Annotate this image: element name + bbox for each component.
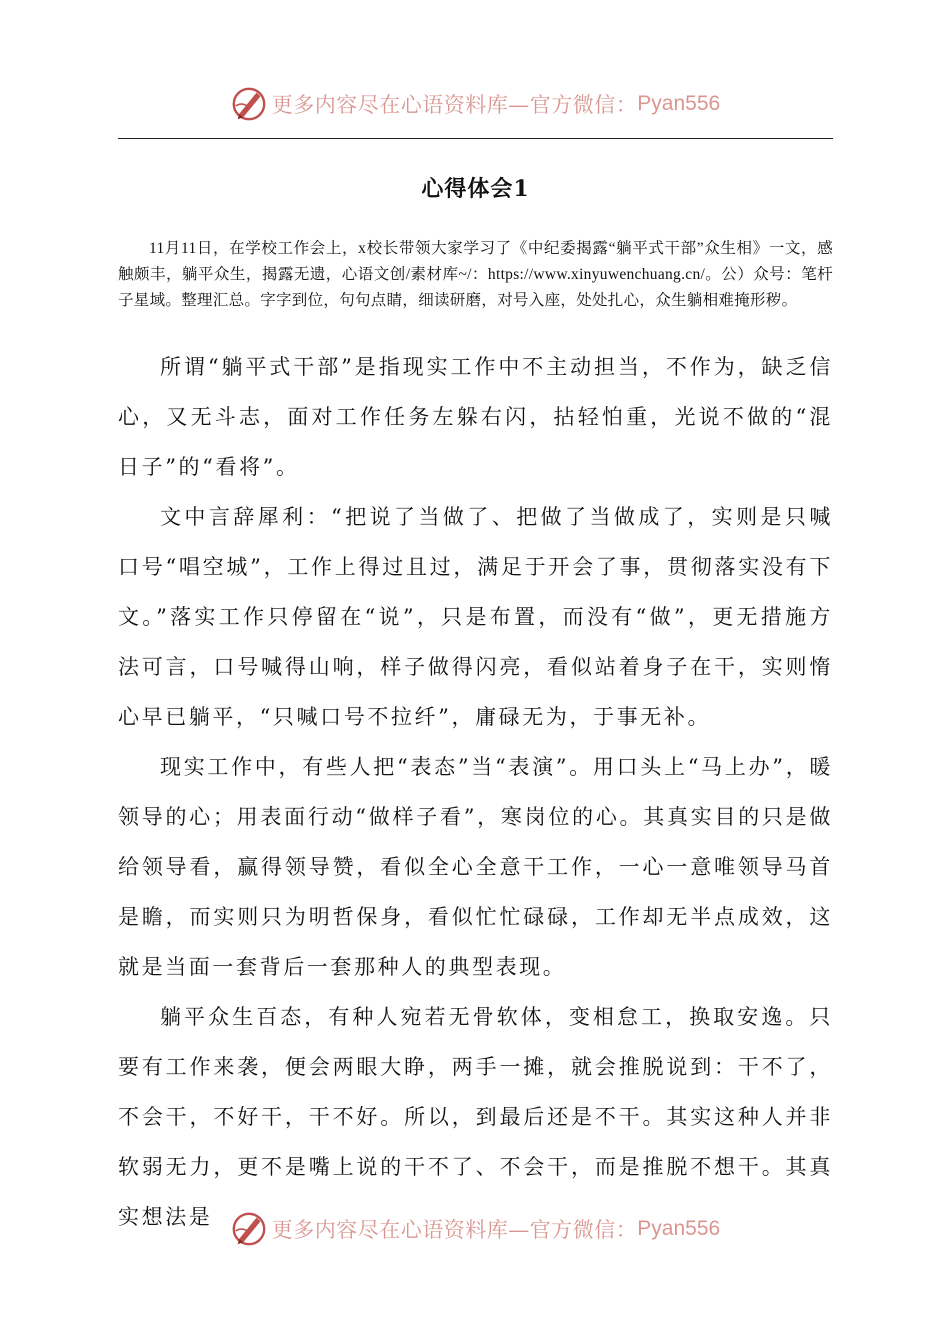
body-paragraph: 现实工作中，有些人把“表态”当“表演”。用口头上“马上办”，暖领导的心；用表面行动“做样子看”，寒岗位的心。其真实目的只是做给领导看，赢得领导赞，看似全心全意干工作，一心一意唯领导马首是瞻，而实则只为明哲保身，看似忙忙碌碌，工作却无半点成效，这就是当面一套背后一套那种人的典型表现。 [118, 755, 833, 979]
document-body [118, 342, 833, 1242]
intro-paragraph: 11月11日，在学校工作会上，x校长带领大家学习了《中纪委揭露“躺平式干部”众生相》一文，感触颇丰，躺平众生，揭露无遗，心语文创/素材库~/：https://www.xinyuwenchuang.cn/。公）众号：笔杆子星域。整理汇总。字字到位，句句点睛，细读研磨，对号入座，处处扎心，众生躺相难掩形秽。 [118, 240, 833, 309]
pen-logo-icon [230, 85, 268, 123]
banner-wechat-id: Pyan556 [637, 1217, 721, 1240]
banner-text: 更多内容尽在心语资料库—官方微信： [271, 1218, 638, 1242]
footer-watermark-banner [0, 1205, 950, 1253]
body-paragraph: 躺平众生百态，有种人宛若无骨软体，变相怠工，换取安逸。只要有工作来袭，便会两眼大睁，两手一摊，就会推脱说到：干不了，不会干，不好干，干不好。所以，到最后还是不干。其实这种人并非软弱无力，更不是嘴上说的干不了、不会干，而是推脱不想干。其真实想法是 [118, 1005, 833, 1229]
header-divider [118, 138, 833, 139]
body-paragraph: 所谓“躺平式干部”是指现实工作中不主动担当，不作为，缺乏信心，又无斗志，面对工作任务左躲右闪，拈轻怕重，光说不做的“混日子”的“看将”。 [118, 355, 833, 479]
document-title: 心得体会1 [421, 176, 530, 202]
pen-logo-icon [230, 1210, 268, 1248]
banner-wechat-id: Pyan556 [637, 92, 721, 115]
banner-text: 更多内容尽在心语资料库—官方微信： [271, 93, 638, 117]
body-paragraph: 文中言辞犀利：“把说了当做了、把做了当做成了，实则是只喊口号“唱空城”，工作上得过且过，满足于开会了事，贯彻落实没有下文。”落实工作只停留在“说”，只是布置，而没有“做”，更无措施方法可言，口号喊得山响，样子做得闪亮，看似站着身子在干，实则惰心早已躺平，“只喊口号不拉纤”，庸碌无为，于事无补。 [118, 505, 833, 729]
header-watermark-banner [0, 80, 950, 128]
